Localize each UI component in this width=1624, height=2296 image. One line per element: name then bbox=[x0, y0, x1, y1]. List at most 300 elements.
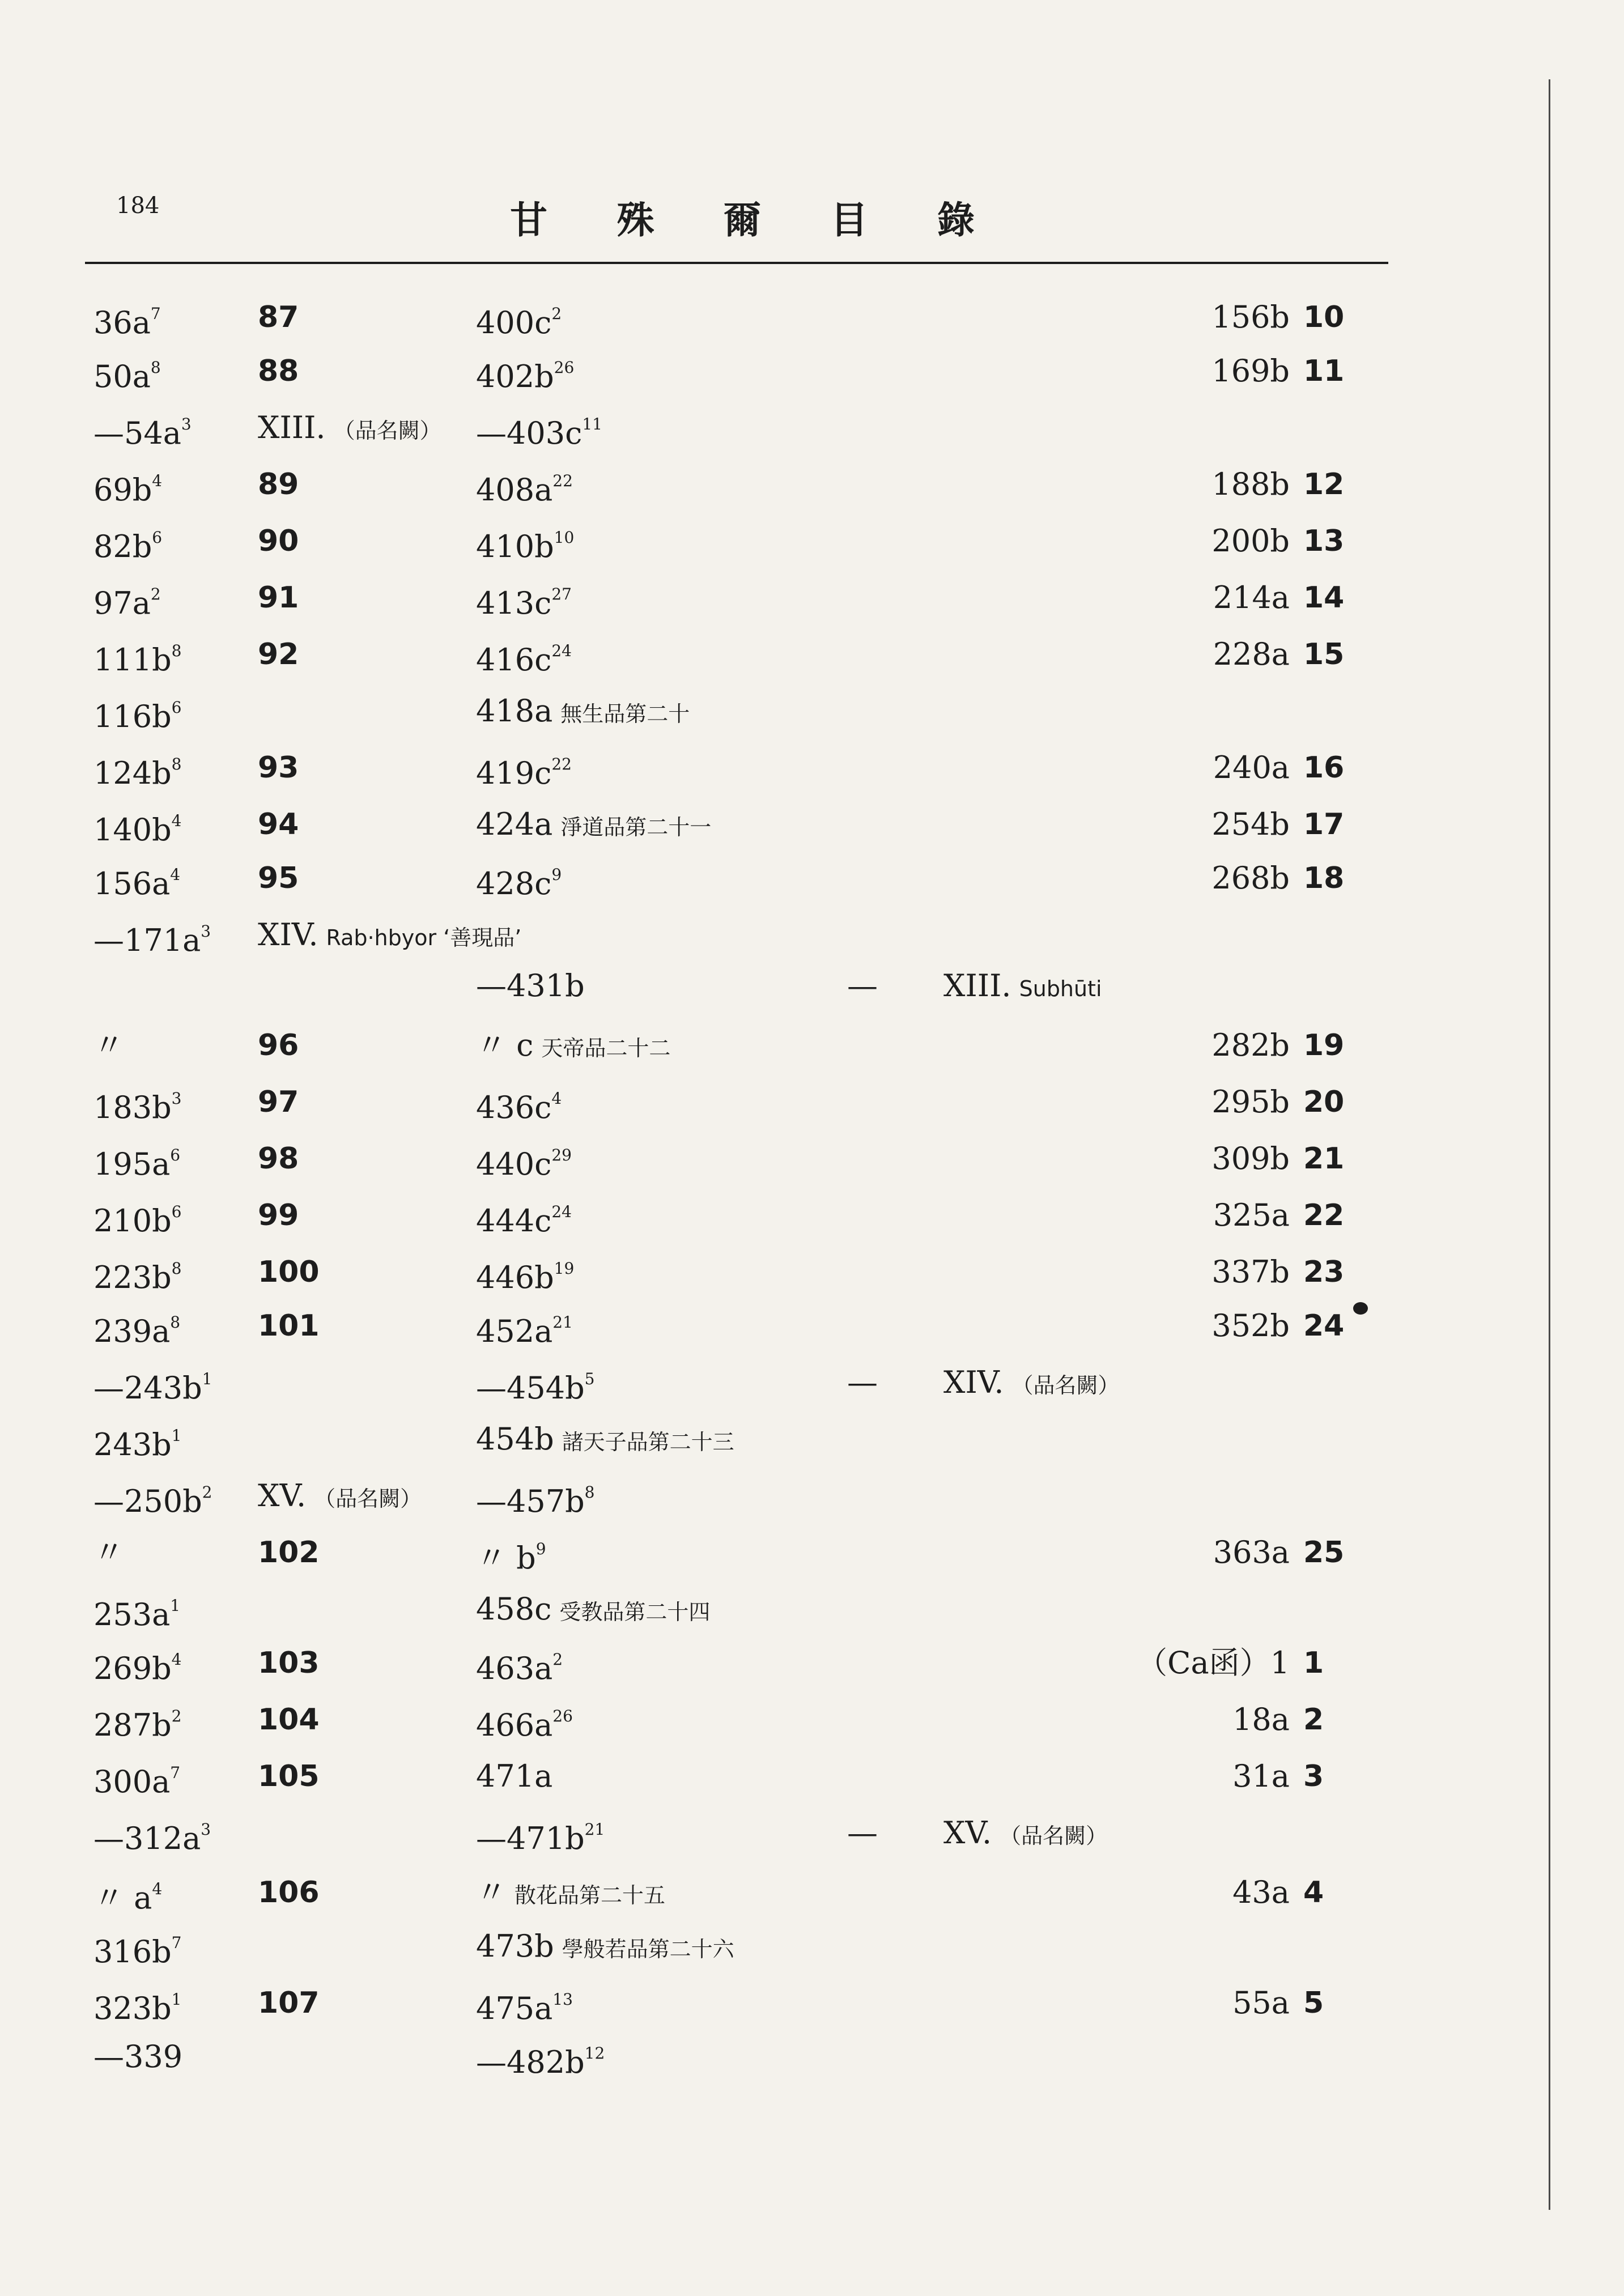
section-number: 13 bbox=[1303, 524, 1345, 558]
folio-ref-text: 111b bbox=[93, 642, 172, 678]
section-number: 90 bbox=[258, 524, 299, 558]
line-superscript: 6 bbox=[171, 698, 182, 717]
section-number: 107 bbox=[258, 1986, 320, 2020]
folio-ref bbox=[476, 1870, 665, 1918]
folio-ref-text: 50a bbox=[93, 359, 151, 394]
line-superscript: 7 bbox=[150, 304, 161, 323]
table-row bbox=[0, 1810, 1624, 1856]
folio-ref-text: 〃 a bbox=[93, 1880, 152, 1916]
table-row bbox=[0, 1193, 1624, 1238]
line-superscript: 7 bbox=[171, 1933, 182, 1952]
folio-ref bbox=[476, 405, 602, 456]
line-superscript: 5 bbox=[584, 1370, 595, 1388]
folio-ref bbox=[93, 1473, 212, 1524]
line-superscript: 2 bbox=[202, 1483, 212, 1502]
folio-ref-text: —54a bbox=[93, 415, 181, 451]
table-row bbox=[0, 295, 1624, 340]
folio-ref bbox=[476, 1810, 605, 1861]
folio-ref bbox=[93, 1530, 124, 1575]
folio-ref-text: —471b bbox=[476, 1821, 585, 1856]
folio-ref bbox=[93, 1697, 181, 1748]
folio-ref-text: 124b bbox=[93, 755, 172, 791]
line-superscript: 24 bbox=[551, 641, 572, 660]
line-superscript: 1 bbox=[170, 1596, 181, 1615]
section-number: 3 bbox=[1303, 1759, 1324, 1793]
table-row bbox=[0, 1473, 1624, 1519]
folio-ref-text: 419c bbox=[476, 755, 552, 791]
folio-ref-text: 183b bbox=[93, 1090, 172, 1125]
line-superscript: 13 bbox=[552, 1990, 573, 2009]
folio-ref bbox=[476, 1980, 573, 2031]
section-number: 100 bbox=[258, 1255, 320, 1289]
table-row bbox=[0, 1640, 1624, 1686]
line-superscript: 24 bbox=[551, 1202, 572, 1221]
folio-ref bbox=[93, 518, 162, 569]
folio-ref bbox=[476, 963, 585, 1009]
folio-ref-text: —171a bbox=[93, 922, 201, 958]
table-row bbox=[0, 1136, 1624, 1181]
folio-ref bbox=[93, 295, 161, 346]
page-number: 184 bbox=[116, 193, 160, 219]
folio-ref bbox=[93, 1754, 180, 1805]
table-row bbox=[0, 462, 1624, 507]
line-superscript: 21 bbox=[584, 1820, 605, 1839]
folio-ref bbox=[93, 462, 162, 513]
folio-ref-text: 300a bbox=[93, 1764, 171, 1800]
folio-ref bbox=[93, 1249, 181, 1300]
line-superscript: 12 bbox=[584, 2044, 605, 2063]
folio-ref bbox=[93, 1303, 180, 1354]
folio-ref-text: 243b bbox=[93, 1427, 172, 1462]
folio-ref bbox=[93, 1870, 162, 1921]
folio-ref bbox=[476, 1193, 572, 1244]
folio-ref-text: 402b bbox=[476, 359, 554, 394]
section-number: 91 bbox=[258, 581, 299, 615]
folio-ref bbox=[93, 1136, 180, 1187]
title-char: 爾 bbox=[724, 198, 761, 242]
chapter-numeral: XV. bbox=[258, 1478, 307, 1513]
line-superscript: 8 bbox=[150, 358, 161, 377]
folio-ref: 31a bbox=[1232, 1758, 1290, 1794]
folio-ref-text: 〃 bbox=[476, 1874, 507, 1910]
chapter-note: 淨道品第二十一 bbox=[560, 815, 712, 840]
section-number: 1 bbox=[1303, 1646, 1324, 1680]
range-dash: — bbox=[847, 968, 878, 1004]
line-superscript: 6 bbox=[152, 528, 163, 547]
line-superscript: 3 bbox=[201, 922, 211, 941]
folio-ref bbox=[476, 1023, 670, 1071]
folio-ref bbox=[93, 1640, 181, 1691]
range-dash: — bbox=[847, 1815, 878, 1851]
folio-ref bbox=[93, 856, 180, 907]
section-number: 106 bbox=[258, 1876, 320, 1910]
line-superscript: 4 bbox=[171, 1650, 182, 1669]
line-superscript: 6 bbox=[170, 1146, 181, 1164]
folio-ref-text: —431b bbox=[476, 968, 585, 1004]
folio-ref-text: —339 bbox=[93, 2039, 183, 2074]
chapter-heading bbox=[943, 963, 1102, 1011]
chapter-heading bbox=[258, 1473, 422, 1521]
folio-ref-text: 〃 bbox=[93, 1534, 124, 1570]
folio-ref: 352b bbox=[1211, 1308, 1290, 1343]
folio-ref: 240a bbox=[1213, 750, 1290, 785]
folio-ref bbox=[476, 1473, 594, 1524]
folio-ref-text: 195a bbox=[93, 1146, 171, 1182]
folio-ref: （Ca函）1 bbox=[1137, 1645, 1290, 1681]
section-number: 87 bbox=[258, 300, 299, 334]
line-superscript: 4 bbox=[152, 1880, 163, 1898]
folio-ref bbox=[476, 295, 562, 346]
folio-ref: 169b bbox=[1211, 353, 1290, 389]
section-number: 12 bbox=[1303, 467, 1345, 501]
folio-ref-text: 116b bbox=[93, 699, 172, 734]
folio-ref-text: 444c bbox=[476, 1203, 552, 1239]
folio-ref bbox=[476, 1754, 552, 1799]
chapter-numeral: XIII. bbox=[258, 410, 326, 445]
folio-ref: 268b bbox=[1211, 860, 1290, 896]
folio-ref bbox=[476, 1079, 562, 1130]
table-row bbox=[0, 2034, 1624, 2080]
folio-ref: 254b bbox=[1211, 806, 1290, 842]
line-superscript: 11 bbox=[582, 415, 602, 433]
chapter-heading bbox=[258, 912, 521, 960]
folio-ref bbox=[93, 405, 192, 456]
table-row bbox=[0, 1587, 1624, 1632]
line-superscript: 1 bbox=[171, 1426, 182, 1445]
folio-ref bbox=[476, 856, 562, 907]
folio-ref-text: —482b bbox=[476, 2044, 585, 2080]
section-number: 101 bbox=[258, 1309, 320, 1343]
table-row bbox=[0, 1530, 1624, 1575]
line-superscript: 8 bbox=[584, 1483, 595, 1502]
folio-ref-text: 323b bbox=[93, 1991, 172, 2026]
section-number: 18 bbox=[1303, 861, 1345, 895]
line-superscript: 2 bbox=[551, 304, 562, 323]
section-number: 92 bbox=[258, 637, 299, 671]
folio-ref: 295b bbox=[1211, 1084, 1290, 1120]
line-superscript: 22 bbox=[551, 755, 572, 773]
line-superscript: 8 bbox=[170, 1313, 181, 1332]
section-number: 22 bbox=[1303, 1198, 1345, 1232]
folio-ref bbox=[93, 1587, 180, 1638]
chapter-note: （品名闕） bbox=[1011, 1373, 1120, 1398]
section-number: 94 bbox=[258, 807, 299, 841]
folio-ref-text: 269b bbox=[93, 1651, 172, 1686]
folio-ref: 337b bbox=[1211, 1254, 1290, 1290]
table-row bbox=[0, 963, 1624, 1009]
folio-ref: 228a bbox=[1213, 636, 1290, 672]
folio-ref bbox=[476, 2034, 605, 2085]
folio-ref bbox=[93, 1360, 212, 1411]
table-row bbox=[0, 1023, 1624, 1068]
folio-ref-text: 69b bbox=[93, 472, 152, 508]
chapter-note: 散花品第二十五 bbox=[515, 1883, 666, 1908]
folio-ref: 55a bbox=[1232, 1985, 1290, 2021]
folio-ref bbox=[476, 1587, 710, 1635]
line-superscript: 4 bbox=[152, 471, 163, 490]
folio-ref bbox=[93, 575, 161, 626]
folio-ref bbox=[476, 745, 572, 796]
section-number: 24 bbox=[1303, 1309, 1345, 1343]
line-superscript: 8 bbox=[171, 1259, 182, 1278]
folio-ref bbox=[93, 1023, 124, 1068]
folio-ref: 309b bbox=[1211, 1141, 1290, 1176]
table-row bbox=[0, 348, 1624, 394]
folio-ref bbox=[476, 348, 574, 399]
section-number: 89 bbox=[258, 467, 299, 501]
chapter-note: 無生品第二十 bbox=[560, 701, 690, 726]
title-char: 錄 bbox=[937, 198, 975, 242]
folio-ref-text: 463a bbox=[476, 1651, 553, 1686]
folio-ref bbox=[93, 1079, 181, 1130]
section-number: 99 bbox=[258, 1198, 299, 1232]
folio-ref bbox=[93, 802, 181, 853]
folio-ref bbox=[476, 1697, 573, 1748]
folio-ref: 18a bbox=[1232, 1702, 1290, 1737]
folio-ref-text: 428c bbox=[476, 866, 552, 902]
folio-ref-text: —454b bbox=[476, 1370, 585, 1406]
folio-ref bbox=[93, 745, 181, 796]
table-row bbox=[0, 575, 1624, 620]
line-superscript: 8 bbox=[171, 755, 182, 773]
folio-ref: 363a bbox=[1213, 1534, 1290, 1570]
section-number: 20 bbox=[1303, 1085, 1345, 1119]
chapter-note: 受教品第二十四 bbox=[559, 1600, 711, 1625]
line-superscript: 3 bbox=[201, 1820, 211, 1839]
folio-ref bbox=[476, 1360, 594, 1411]
line-superscript: 9 bbox=[551, 865, 562, 884]
folio-ref-text: 473b bbox=[476, 1928, 554, 1964]
table-row bbox=[0, 405, 1624, 450]
table-row bbox=[0, 1303, 1624, 1349]
line-superscript: 27 bbox=[551, 585, 572, 603]
section-number: 21 bbox=[1303, 1142, 1345, 1176]
folio-ref-text: 408a bbox=[476, 472, 553, 508]
table-row bbox=[0, 688, 1624, 734]
table-row bbox=[0, 1249, 1624, 1295]
table-row bbox=[0, 1360, 1624, 1405]
range-dash: — bbox=[847, 1364, 878, 1400]
section-number: 16 bbox=[1303, 751, 1345, 785]
folio-ref-text: 〃 b bbox=[476, 1540, 536, 1576]
chapter-numeral: XV. bbox=[943, 1815, 992, 1851]
section-number: 93 bbox=[258, 751, 299, 785]
chapter-note: （品名闕） bbox=[333, 418, 441, 443]
folio-ref bbox=[93, 1980, 181, 2031]
folio-ref bbox=[93, 632, 181, 683]
folio-ref-text: —243b bbox=[93, 1370, 202, 1406]
folio-ref-text: 253a bbox=[93, 1597, 171, 1632]
chapter-note: 諸天子品第二十三 bbox=[562, 1430, 734, 1455]
chapter-numeral: XIV. bbox=[258, 917, 318, 953]
folio-ref bbox=[476, 1530, 546, 1581]
line-superscript: 4 bbox=[170, 865, 181, 884]
section-number: 98 bbox=[258, 1142, 299, 1176]
line-superscript: 7 bbox=[170, 1763, 181, 1782]
folio-ref-text: 210b bbox=[93, 1203, 172, 1239]
folio-ref bbox=[93, 2034, 182, 2080]
folio-ref-text: 156a bbox=[93, 866, 171, 902]
table-row bbox=[0, 1754, 1624, 1799]
folio-ref bbox=[93, 912, 211, 963]
title-char: 殊 bbox=[617, 198, 654, 242]
chapter-heading bbox=[943, 1810, 1107, 1859]
section-number: 95 bbox=[258, 861, 299, 895]
folio-ref bbox=[476, 518, 574, 569]
folio-ref-text: 〃 bbox=[93, 1027, 124, 1063]
folio-ref-text: 436c bbox=[476, 1090, 552, 1125]
folio-ref-text: 458c bbox=[476, 1591, 552, 1627]
section-number: 23 bbox=[1303, 1255, 1345, 1289]
folio-ref bbox=[476, 688, 690, 737]
folio-ref bbox=[476, 802, 711, 850]
section-number: 14 bbox=[1303, 581, 1345, 615]
table-row bbox=[0, 1870, 1624, 1915]
table-row bbox=[0, 1980, 1624, 2026]
chapter-note: （品名闕） bbox=[314, 1486, 422, 1511]
folio-ref-text: 223b bbox=[93, 1260, 172, 1295]
line-superscript: 22 bbox=[552, 471, 573, 490]
folio-ref-text: 316b bbox=[93, 1934, 172, 1970]
section-number: 97 bbox=[258, 1085, 299, 1119]
section-number: 19 bbox=[1303, 1028, 1345, 1062]
section-number: 102 bbox=[258, 1536, 320, 1570]
line-superscript: 2 bbox=[552, 1650, 563, 1669]
chapter-note: Rab·hbyor ‘善現品’ bbox=[326, 925, 522, 950]
line-superscript: 8 bbox=[171, 641, 182, 660]
line-superscript: 9 bbox=[535, 1540, 546, 1558]
header-rule bbox=[85, 262, 1388, 264]
folio-ref-text: 440c bbox=[476, 1146, 552, 1182]
folio-ref bbox=[476, 1136, 572, 1187]
folio-ref bbox=[93, 1810, 211, 1861]
chapter-heading bbox=[258, 405, 441, 453]
folio-ref-text: —250b bbox=[93, 1483, 202, 1519]
folio-ref bbox=[476, 1417, 734, 1465]
folio-ref-text: 466a bbox=[476, 1707, 553, 1743]
chapter-heading bbox=[943, 1360, 1120, 1408]
section-number: 17 bbox=[1303, 807, 1345, 841]
folio-ref: 188b bbox=[1211, 466, 1290, 502]
table-row bbox=[0, 1697, 1624, 1742]
folio-ref-text: 82b bbox=[93, 529, 152, 564]
chapter-note: 天帝品二十二 bbox=[541, 1036, 671, 1061]
folio-ref-text: 424a bbox=[476, 806, 553, 842]
chapter-numeral: XIII. bbox=[943, 968, 1011, 1004]
section-number: 96 bbox=[258, 1028, 299, 1062]
table-row bbox=[0, 1924, 1624, 1969]
folio-ref bbox=[93, 688, 181, 739]
folio-ref-text: 97a bbox=[93, 585, 151, 621]
section-number: 15 bbox=[1303, 637, 1345, 671]
folio-ref-text: —403c bbox=[476, 415, 583, 451]
line-superscript: 19 bbox=[554, 1259, 575, 1278]
chapter-note: 學般若品第二十六 bbox=[562, 1937, 734, 1962]
table-row bbox=[0, 802, 1624, 847]
line-superscript: 26 bbox=[552, 1707, 573, 1725]
folio-ref bbox=[476, 632, 572, 683]
section-number: 4 bbox=[1303, 1876, 1324, 1910]
folio-ref-text: 475a bbox=[476, 1991, 553, 2026]
line-superscript: 1 bbox=[171, 1990, 182, 2009]
section-number: 105 bbox=[258, 1759, 320, 1793]
folio-ref bbox=[93, 348, 161, 399]
folio-ref bbox=[476, 1640, 563, 1691]
line-superscript: 26 bbox=[554, 358, 575, 377]
line-superscript: 21 bbox=[552, 1313, 573, 1332]
section-number: 25 bbox=[1303, 1536, 1345, 1570]
line-superscript: 4 bbox=[551, 1089, 562, 1108]
table-row bbox=[0, 632, 1624, 677]
folio-ref-text: —312a bbox=[93, 1821, 201, 1856]
title-char: 甘 bbox=[510, 198, 547, 242]
line-superscript: 4 bbox=[171, 811, 182, 830]
table-row bbox=[0, 1417, 1624, 1462]
line-superscript: 6 bbox=[171, 1202, 182, 1221]
line-superscript: 1 bbox=[202, 1370, 212, 1388]
folio-ref-text: 140b bbox=[93, 812, 172, 848]
folio-ref: 200b bbox=[1211, 523, 1290, 559]
folio-ref-text: 239a bbox=[93, 1313, 171, 1349]
page-title bbox=[510, 190, 975, 244]
line-superscript: 3 bbox=[171, 1089, 182, 1108]
line-superscript: 3 bbox=[181, 415, 192, 433]
folio-ref-text: 〃 c bbox=[476, 1027, 534, 1063]
folio-ref: 214a bbox=[1213, 580, 1290, 615]
table-row bbox=[0, 912, 1624, 958]
folio-ref: 43a bbox=[1232, 1874, 1290, 1910]
folio-ref bbox=[476, 1249, 574, 1300]
folio-ref bbox=[93, 1193, 181, 1244]
folio-ref-text: 287b bbox=[93, 1707, 172, 1743]
folio-ref-text: 446b bbox=[476, 1260, 554, 1295]
section-number: 88 bbox=[258, 354, 299, 388]
folio-ref bbox=[476, 462, 573, 513]
title-char: 目 bbox=[830, 198, 868, 242]
folio-ref: 156b bbox=[1211, 299, 1290, 335]
folio-ref bbox=[476, 1303, 573, 1354]
folio-ref-text: 36a bbox=[93, 305, 151, 341]
line-superscript: 2 bbox=[171, 1707, 182, 1725]
chapter-numeral: XIV. bbox=[943, 1364, 1004, 1400]
chapter-note: Subhūti bbox=[1019, 976, 1102, 1001]
table-row bbox=[0, 856, 1624, 901]
chapter-note: （品名闕） bbox=[1000, 1823, 1108, 1848]
section-number: 11 bbox=[1303, 354, 1345, 388]
table-row bbox=[0, 1079, 1624, 1125]
line-superscript: 29 bbox=[551, 1146, 572, 1164]
folio-ref: 325a bbox=[1213, 1197, 1290, 1233]
folio-ref-text: 454b bbox=[476, 1421, 554, 1457]
folio-ref-text: 416c bbox=[476, 642, 552, 678]
folio-ref-text: 400c bbox=[476, 305, 552, 341]
line-superscript: 2 bbox=[150, 585, 161, 603]
folio-ref: 282b bbox=[1211, 1027, 1290, 1063]
table-row bbox=[0, 745, 1624, 790]
folio-ref-text: 471a bbox=[476, 1758, 553, 1794]
folio-ref-text: 410b bbox=[476, 529, 554, 564]
section-number: 2 bbox=[1303, 1703, 1324, 1737]
folio-ref-text: 413c bbox=[476, 585, 552, 621]
folio-ref bbox=[93, 1417, 181, 1468]
folio-ref bbox=[93, 1924, 181, 1975]
folio-ref-text: 418a bbox=[476, 693, 553, 729]
folio-ref bbox=[476, 1924, 734, 1972]
folio-ref-text: —457b bbox=[476, 1483, 585, 1519]
section-number: 10 bbox=[1303, 300, 1345, 334]
table-row bbox=[0, 518, 1624, 564]
line-superscript: 10 bbox=[554, 528, 575, 547]
